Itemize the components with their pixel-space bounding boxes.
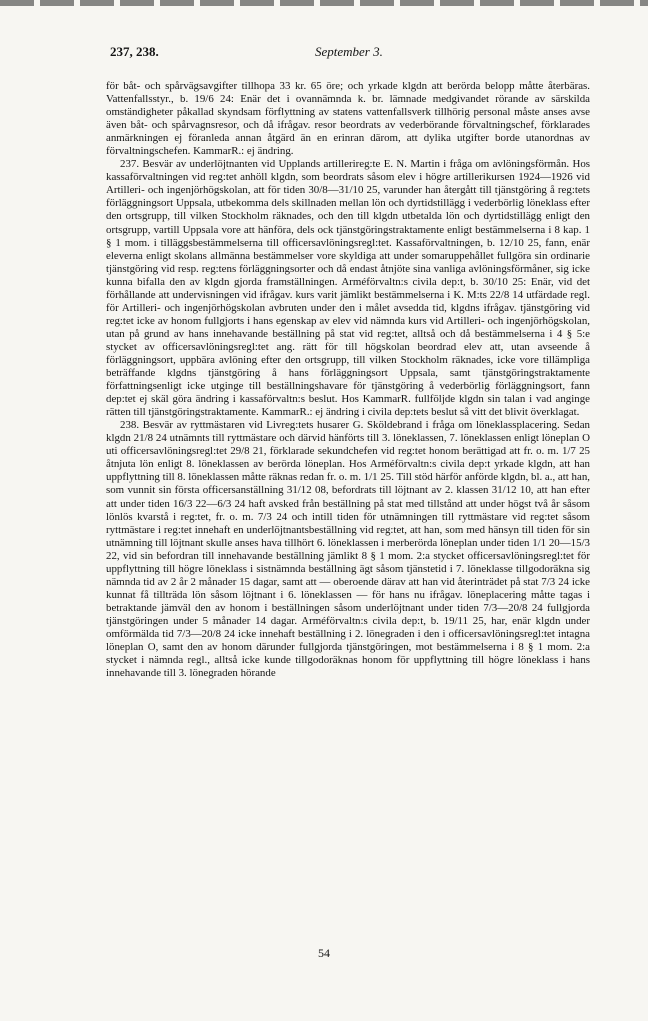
page-header <box>110 44 588 64</box>
case-number-range: 237, 238. <box>110 44 159 59</box>
paragraph-case-237: 237. Besvär av underlöjtnanten vid Upplands artillerireg:te E. N. Martin i fråga om avlöningsförmån. Hos kassaförvaltningen vid reg:tet anhöll klgdn, som beordrats såsom elev i högre artillerikursen 1924—1926 vid Artilleri- och ingenjörhögskolan, att för tiden 30/8—31/10 25, varunder han återgått till tjänstgöring å reg:tets förläggningsort Uppsala, utbekomma dels skillnaden mellan lön och dyrtidstillägg i vederbörlig löneklass efter den ortsgrupp, till vilken Stockholm räknades, och den till klgdn utbetalda lön och dyrtidstillägg enligt den ortsgrupp, vartill Uppsala vore att hänföra, dels ock tjänstgöringstraktamente enligt bestämmelserna i 8 kap. 1 § 1 mom. i tilläggsbestämmelserna till officersavlöningsregl:tet. Kassaförvaltningen, b. 12/10 25, fann, enär eleverna enligt skolans allmänna bestämmelser vore skyldiga att under somaruppehållet fullgöra sin ordinarie tjänstgöring vid resp. reg:tens förläggningsorter och då endast åtnjöte sina vanliga avlöningsförmåner, sig icke kunna bifalla den av klgdn gjorda framställningen. Arméförvaltn:s civila dep:t, b. 30/10 25: Enär, vid det förhållande att undervisningen vid ifrågav. kurs varit jämlikt bestämmelserna i K. M:ts 22/8 14 utfärdade regl. för Artilleri- och ingenjörhögskolan avbruten under den i målet avsedda tid, klgdns ifrågav. tjänstgöring vid reg:tet icke av honom fullgjorts i hans egenskap av elev vid nämnda kurs vid Artilleri- och ingenjörhögskolan, utan på grund av hans innehavande beställning på stat vid reg:tet, alltså och då bestämmelserna i 4 § 5:e stycket av officersavlöningsregl:tet ang. rätt för till högskolan beordrad elev att, utan avseende å förläggningsort, uppbära avlöning efter den ortsgrupp, till vilken Stockholm räknades, icke vore tillämpliga beträffande klgdns tjänstgöring å hans förläggningsort Uppsala, samt tjänstgöringstraktamente författningsenligt icke utginge till beställningshavare för tjänstgöring å vederbörlig förläggningsort, fann dep:tet ej skäl göra ändring i kassaförvaltn:s beslut. Hos KammarR. fullföljde klgdn sin talan i vad anginge rätten till tjänstgöringstraktamente. KammarR.: ej ändring i civila dep:tets beslut så vitt det blivit överklagat. <box>106 158 590 419</box>
page-body <box>106 80 590 680</box>
paragraph-case-238: 238. Besvär av ryttmästaren vid Livreg:tets husarer G. Sköldebrand i fråga om löneklassplacering. Sedan klgdn 21/8 24 utnämnts till ryttmästare och därvid hänförts till 3. löneklassen, 7. löneklassen enligt löneplan O uti officersavlöningsregl:tet 29/8 21, förklarade sekundchefen vid reg:tet honom berättigad att fr. o. m. 1/7 25 åtnjuta lön enligt 8. löneklassen av berörda löneplan. Hos Arméförvaltn:s civila dep:t yrkade klgdn, att han uppflyttning till 8. löneklassen måtte räknas redan fr. o. m. 1/1 25. Till stöd härför anförde klgdn, bl. a., att han, som vunnit sin första officersanställning 31/12 08, befordrats till löjtnant av 2. klassen 31/12 10, att han efter att under tiden 16/3 22—6/3 24 haft avsked från beställning på stat med tillstånd att under högst två år såsom lönlös kvarstå i reg:tet, fr. o. m. 7/3 24 och intill tiden för utnämningen till ryttmästare vid reg:tet såsom ryttmästare i reg:tet innehaft en underlöjtnantsbeställning vid reg:tet, att han, som med hänsyn till tiden för sin utnämning till löjtnant skulle anses hava tillhört 6. löneklassen i merberörda löneplan under tiden 1/1 20—15/3 22, vid sin befordran till innehavande beställning jämlikt 8 § 1 mom. 2:a stycket officersavlöningsregl:tet för uppflyttning till högre löneklass i sistnämnda beställning ägt såsom tjänstetid i 7. löneklasse tillgodoräkna sig nämnda tid av 2 år 2 månader 15 dagar, samt att — oberoende därav att han vid återinträdet på stat 7/3 24 icke kunnat få tillträda lön såsom löjtnant i 6. löneklassen — för hans nu ifrågav. löneplacering måtte tagas i betraktande jämväl den av honom i beställningen såsom underlöjtnant under tiden 7/3—20/8 24 fullgjorda tjänstgöringen under 5 månader 14 dagar. Arméförvaltn:s civila dep:t, b. 19/11 25, har, enär klgdn under omförmälda tid 7/3—20/8 24 icke innehaft beställning i 2. lönegraden i den i officersavlöningsregl:tet intagna löneplan O, samt den av honom därunder fullgjorda tjänstgöringen, mot bestämmelserna i 8 § 1 mom. 2:a stycket i nämnda regl., alltså icke kunde tillgodoräknas honom för uppflyttning till högre löneklass i hans innehavande till 3. lönegraden hörande <box>106 419 590 680</box>
paragraph-continuation: för båt- och spårvägsavgifter tillhopa 33 kr. 65 öre; och yrkade klgdn att berörda belopp måtte återbäras. Vattenfallsstyr., b. 19/6 24: Enär det i ovannämnda k. br. lämnade medgivandet rörande av särskilda omständigheter påkallad skyndsam förflyttning av statens vattenfallsverk tillhörig personal måste anses avse även båt- och spårvagnsresor, och då ifrågav. resor beordrats av vederbörande förvaltningschef, förklarades anmärkningen ej föranleda annan åtgärd än en erinran därom, att dylika utgifter borde utanordnas av förvaltningschefen. KammarR.: ej ändring. <box>106 80 590 158</box>
page-number: 54 <box>318 946 330 960</box>
top-border-rule <box>0 0 648 6</box>
running-head-date: September 3. <box>315 44 383 59</box>
